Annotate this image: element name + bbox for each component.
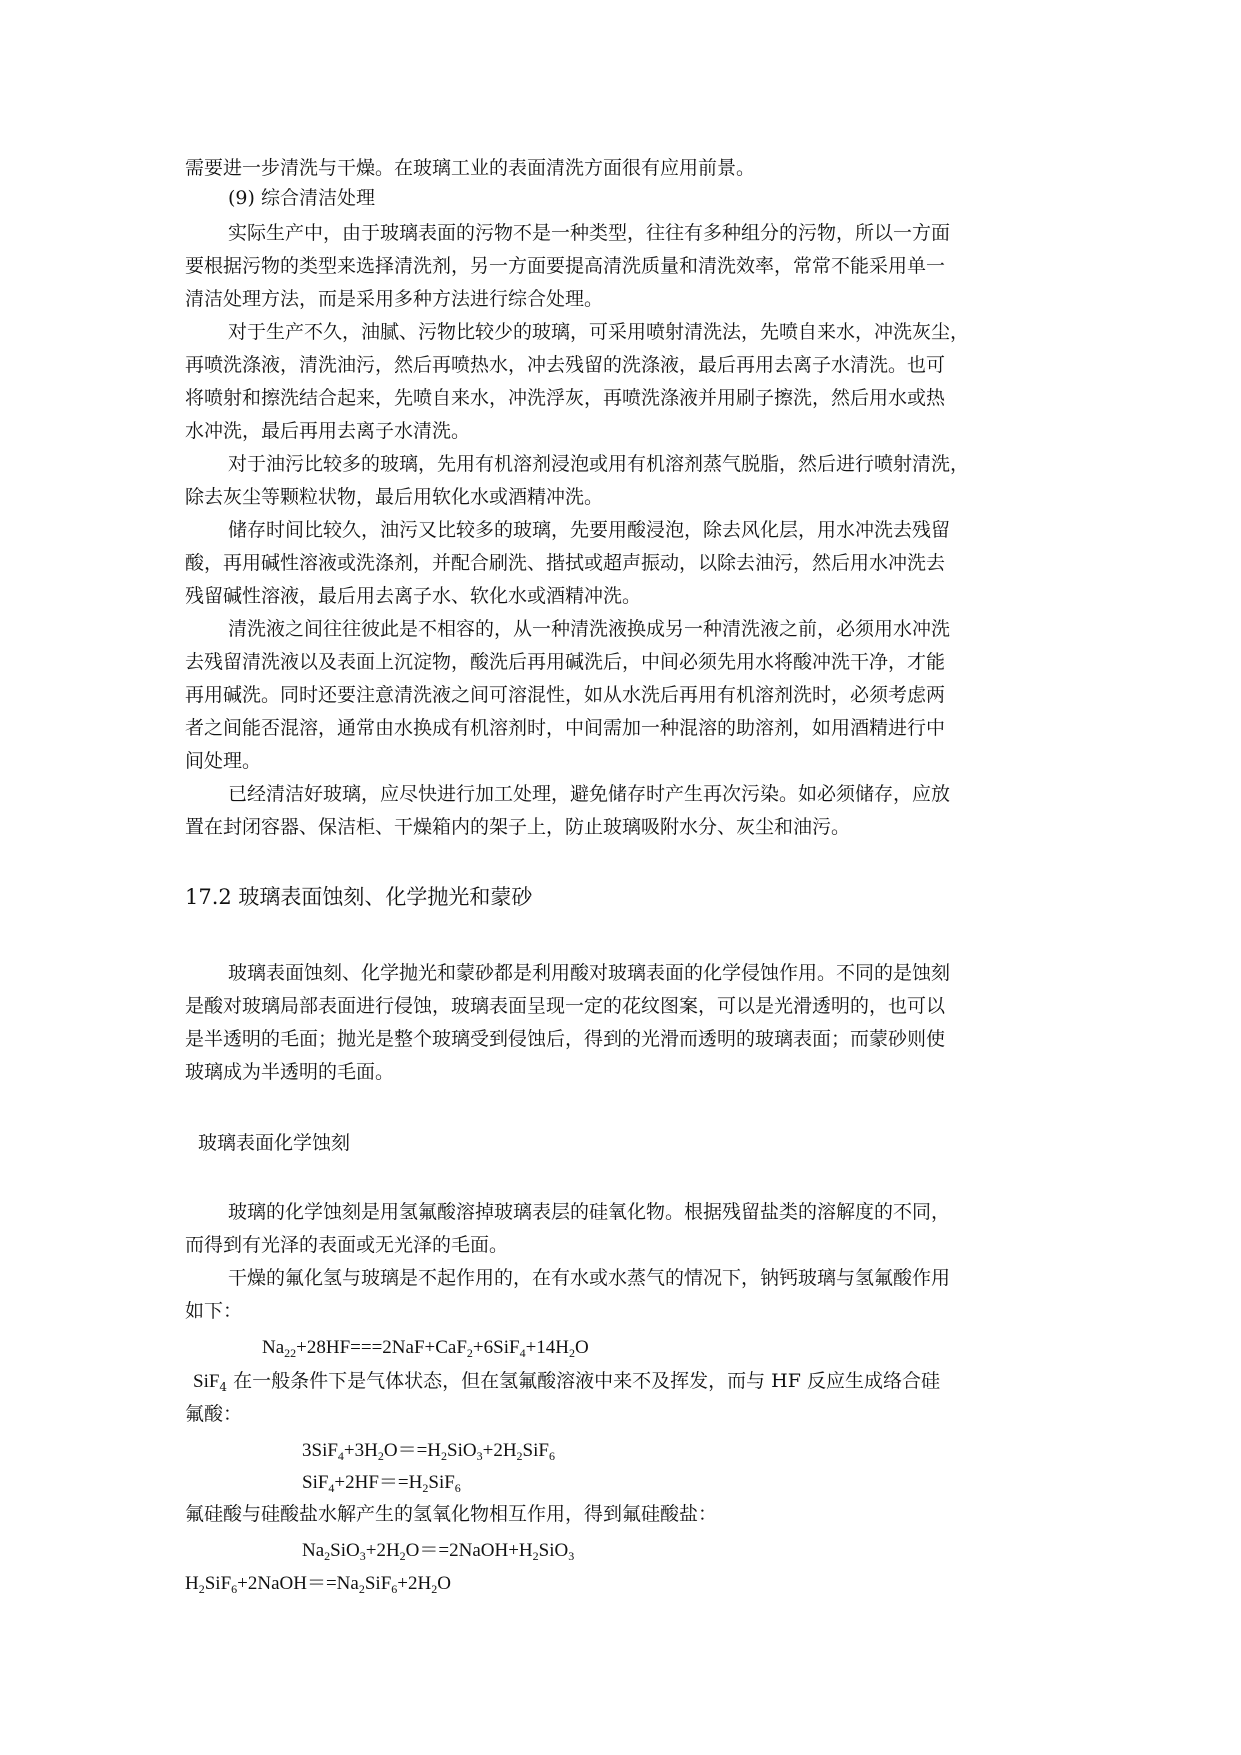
- text-line: 除去灰尘等颗粒状物，最后用软化水或酒精冲洗。: [185, 486, 604, 508]
- text-line: 去残留清洗液以及表面上沉淀物，酸洗后再用碱洗后，中间必须先用水将酸冲洗干净，才能: [185, 651, 946, 673]
- text-line: 清洗液之间往往彼此是不相容的，从一种清洗液换成另一种清洗液之前，必须用水冲洗: [228, 618, 951, 640]
- text-line: 是酸对玻璃局部表面进行侵蚀，玻璃表面呈现一定的花纹图案，可以是光滑透明的，也可以: [185, 995, 946, 1017]
- chemical-equation: $Na_{22}+28HF===2NaF+CaF_2+6SiF_4+14H_2O$: [262, 1337, 589, 1360]
- text-line: 已经清洁好玻璃，应尽快进行加工处理，避免储存时产生再次污染。如必须储存，应放: [228, 783, 951, 805]
- chemical-equation: $3SiF_4+3H_2O==H_2SiO_3+2H_2SiF_6$: [302, 1440, 555, 1463]
- text-line: 将喷射和擦洗结合起来，先喷自来水，冲洗浮灰，再喷洗涤液并用刷子擦洗，然后用水或热: [185, 387, 946, 409]
- text-line: 储存时间比较久，油污又比较多的玻璃，先要用酸浸泡，除去风化层，用水冲洗去残留: [228, 519, 951, 541]
- chemical-equation: $H_2SiF_6+2NaOH==Na_2SiF_6+2H_2O$: [185, 1573, 451, 1596]
- text-line: 玻璃表面蚀刻、化学抛光和蒙砂都是利用酸对玻璃表面的化学侵蚀作用。不同的是蚀刻: [228, 962, 951, 984]
- text-line: 再喷洗涤液，清洗油污，然后再喷热水，冲去残留的洗涤液，最后再用去离子水清洗。也可: [185, 354, 946, 376]
- text-line: 再用碱洗。同时还要注意清洗液之间可溶混性，如从水洗后再用有机溶剂洗时，必须考虑两: [185, 684, 946, 706]
- text-line: 间处理。: [185, 750, 262, 772]
- text-line: 对于生产不久，油腻、污物比较少的玻璃，可采用喷射清洗法，先喷自来水，冲洗灰尘，: [228, 321, 970, 343]
- text-line: 而得到有光泽的表面或无光泽的毛面。: [185, 1234, 509, 1256]
- text-line: 残留碱性溶液，最后用去离子水、软化水或酒精冲洗。: [185, 585, 642, 607]
- text-line: 氟酸：: [185, 1403, 243, 1425]
- text-line: 干燥的氟化氢与玻璃是不起作用的，在有水或水蒸气的情况下，钠钙玻璃与氢氟酸作用: [228, 1267, 951, 1289]
- text-line: SiF$_4$ 在一般条件下是气体状态，但在氢氟酸溶液中来不及挥发，而与 HF 反应生成络合硅: [193, 1370, 940, 1394]
- text-line: 实际生产中，由于玻璃表面的污物不是一种类型，往往有多种组分的污物，所以一方面: [228, 222, 951, 244]
- text-line: 对于油污比较多的玻璃，先用有机溶剂浸泡或用有机溶剂蒸气脱脂，然后进行喷射清洗，: [228, 453, 970, 475]
- text-line: 氟硅酸与硅酸盐水解产生的氢氧化物相互作用，得到氟硅酸盐：: [185, 1503, 718, 1525]
- text-line: 如下：: [185, 1300, 243, 1322]
- text-line: 玻璃成为半透明的毛面。: [185, 1061, 395, 1083]
- subsection-heading: 玻璃表面化学蚀刻: [198, 1132, 351, 1154]
- text-line: 水冲洗，最后再用去离子水清洗。: [185, 420, 471, 442]
- text-line: 置在封闭容器、保洁柜、干燥箱内的架子上，防止玻璃吸附水分、灰尘和油污。: [185, 816, 851, 838]
- text-line: 者之间能否混溶，通常由水换成有机溶剂时，中间需加一种混溶的助溶剂，如用酒精进行中: [185, 717, 946, 739]
- chemical-equation: $Na_2SiO_3+2H_2O==2NaOH+H_2SiO_3$: [302, 1540, 575, 1563]
- text-line: 玻璃的化学蚀刻是用氢氟酸溶掉玻璃表层的硅氧化物。根据残留盐类的溶解度的不同，: [228, 1201, 951, 1223]
- chemical-equation: $SiF_4+2HF==H_2SiF_6$: [302, 1472, 461, 1495]
- text-line: 酸，再用碱性溶液或洗涤剂，并配合刷洗、揩拭或超声振动，以除去油污，然后用水冲洗去: [185, 552, 946, 574]
- section-heading: 17.2 玻璃表面蚀刻、化学抛光和蒙砂: [185, 885, 533, 909]
- text-line: 清洁处理方法，而是采用多种方法进行综合处理。: [185, 288, 604, 310]
- text-line: 要根据污物的类型来选择清洗剂，另一方面要提高清洗质量和清洗效率，常常不能采用单一: [185, 255, 946, 277]
- section-label: (9) 综合清洁处理: [228, 187, 375, 209]
- text-line: 需要进一步清洗与干燥。在玻璃工业的表面清洗方面很有应用前景。: [185, 157, 756, 179]
- text-line: 是半透明的毛面；抛光是整个玻璃受到侵蚀后，得到的光滑而透明的玻璃表面；而蒙砂则使: [185, 1028, 946, 1050]
